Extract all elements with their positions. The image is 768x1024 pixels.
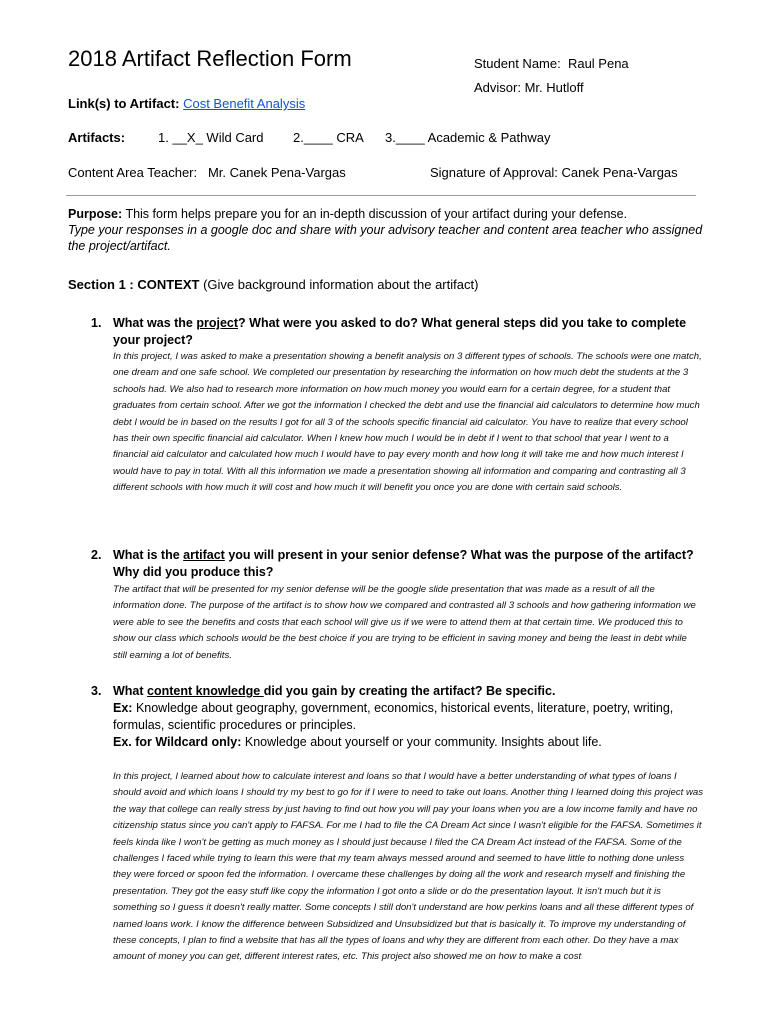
purpose-block [68,206,708,254]
question-2-text-pre: What is the [113,548,184,562]
question-3 [113,683,713,700]
question-3-number: 3. [91,684,102,698]
question-2-text-post: you will present in your senior defense? What was the purpose of the artifact? Why did you produce this? [113,548,694,579]
question-3-examples [113,700,713,751]
artifact-links-label: Link(s) to Artifact: [68,96,180,111]
divider [66,195,696,196]
artifact-link[interactable]: Cost Benefit Analysis [183,96,306,111]
student-name-field [474,56,629,71]
question-1-keyword: project [196,316,239,330]
content-teacher-name: Mr. Canek Pena-Vargas [207,165,346,180]
section-1-heading [68,277,478,292]
content-teacher-field [68,165,346,180]
purpose-instructions: Type your responses in a google doc and share with your advisory teacher and content area teacher who assigned the project/artifact. [68,223,703,253]
question-3-text-post: did you gain by creating the artifact? Be specific. [263,684,556,698]
student-name-label: Student Name: [474,56,561,71]
artifact-option-academic: 3.____ Academic & Pathway [385,130,551,145]
signature-label: Signature of Approval: [430,165,558,180]
question-2-keyword: artifact [183,548,225,562]
question-1 [113,315,713,349]
artifact-links-row [68,96,305,111]
section-1-description: (Give background information about the artifact) [203,277,479,292]
artifact-option-cra: 2.____ CRA [293,130,364,145]
question-1-text-post: ? What were you asked to do? What general steps did you take to complete your project? [113,316,687,347]
signature-field [430,165,678,180]
purpose-text: This form helps prepare you for an in-depth discussion of your artifact during your defense. [125,207,628,221]
example-label: Ex: [113,701,133,715]
question-1-answer: In this project, I was asked to make a presentation showing a benefit analysis on 3 different types of schools. The schools were one match, one dream and one safe school. We completed our presentation by researching the information on how much debt the students at the 3 schools had. We also had to research more information on how much money you would earn for a certain degree, for a student that graduates from certain school. After we got the information I checked the debt and use the financial aid calculators to determine how much debt I would be in based on the results I got for all 3 of the schools specific financial aid calculator. You have to realize that every school has their own specific financial aid calculator. When I knew how much I would be in debt if I went to that school that year I went to a financial aid calculator and calculated how much I would have to pay every month and how long it will take me and how much interest I would have to pay in total. With all this information we made a presentation showing all information and comparing and contrasting all 3 different schools with how much it will cost and how much it will benefit you once you are done with certain said schools. [113,351,702,494]
example-text: Knowledge about geography, government, economics, historical events, literature, poetry, writing, formulas, scientific procedures or principles. [113,701,674,732]
section-1-label: Section 1 : CONTEXT [68,277,200,292]
wildcard-example-label: Ex. for Wildcard only: [113,735,242,749]
purpose-label: Purpose: [68,207,123,221]
wildcard-example-text: Knowledge about yourself or your community. Insights about life. [244,735,602,749]
question-2-number: 2. [91,548,102,562]
artifact-option-wildcard: 1. __X_ Wild Card [158,130,264,145]
advisor-value: Mr. Hutloff [524,80,584,95]
artifacts-label: Artifacts: [68,130,126,145]
signature-value: Canek Pena-Vargas [561,165,678,180]
question-2-answer: The artifact that will be presented for my senior defense will be the google slide presentation that was made as a result of all the information done. The purpose of the artifact is to show how we compared and contrasted all 3 schools and how gathering information we were able to see the benefits and costs that each school will give us if we were to attend them at that certain time. We produced this to show our class which schools would be the best choice if you are trying to be efficient in saving money and being the least in debt while still earning a lot of benefits. [113,584,696,661]
question-3-answer: In this project, I learned about how to calculate interest and loans so that I would have a better understanding of what types of loans I should avoid and which loans I should try my best to go for if I were to need to take out loans. Another thing I learned doing this project was the way that college can really stress by just having to find out how you will pay your loans when you are a low income family and have no citizenship status since you can't apply to FAFSA. For me I had to file the CA Dream Act since I wasn't eligible for the FAFSA. Sometimes it feels kinda like I won't be getting as much money as I should just because I filed the CA Dream Act instead of the FAFSA. Some of the challenges I faced while trying to learn this were that my team always messed around and seemed to have little to nothing done unless they were forced or spoon fed the information. I overcame these challenges by doing all the work and research myself and finishing the presentation. They got the easy stuff like copy the information I got onto a slide or do the presentation layout. It isn't much but it is something so I guess it doesn't really matter. Some concepts I still don't understand are how perkins loans and all these different types of named loans work. I know the difference between Subsidized and Unsubsidized but that is basically it. To improve my understanding of these concepts, I plan to find a website that has all the types of loans and why they are different from each other. Do they have a max amount of money you can get, different interest rates, etc. This project also showed me on how to make a cost [113,771,704,963]
advisor-label: Advisor: [474,80,521,95]
advisor-field [474,80,584,95]
content-teacher-label: Content Area Teacher: [68,165,198,180]
form-title: 2018 Artifact Reflection Form [68,46,352,71]
question-3-text-pre: What [113,684,148,698]
question-2 [113,547,713,581]
question-1-text-pre: What was the [113,316,197,330]
student-name-value: Raul Pena [567,56,629,71]
question-1-number: 1. [91,316,102,330]
question-3-keyword: content knowledge [147,684,264,698]
